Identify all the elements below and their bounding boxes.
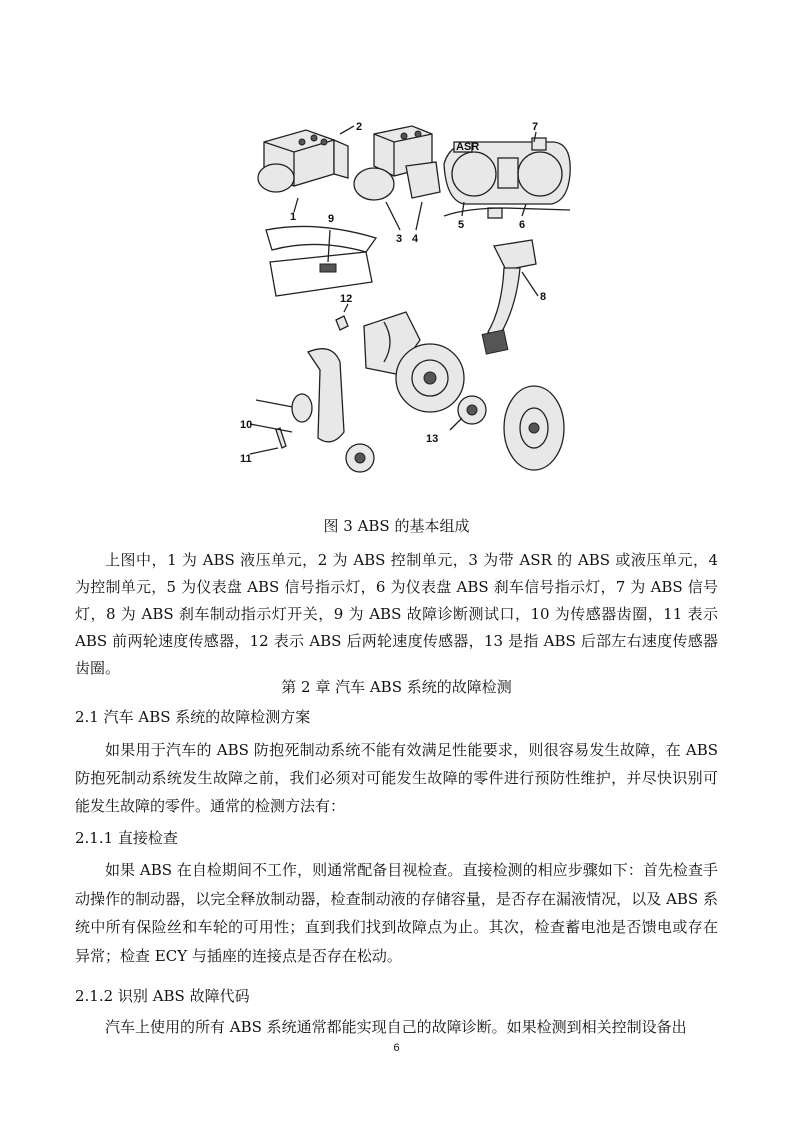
fault-code-paragraph: 汽车上使用的所有 ABS 系统通常都能实现自己的故障诊断。如果检测到相关控制设备出	[105, 1018, 687, 1036]
direct-inspection-paragraph: 如果 ABS 在自检期间不工作，则通常配备目视检查。直接检测的相应步骤如下：首先检查手动操作的制动器，以完全释放制动器，检查制动液的存储容量，是否存在漏液情况，以及 ABS 系统中所有保险丝和车轮的可用性；直到我们找到故障点为止。其次，检查蓄电池是否馈电或存在异常；检查 ECY 与插座的连接点是否存在松动。	[75, 861, 718, 965]
abs-hydraulic-unit-drawing	[258, 126, 354, 212]
front-knuckle-drawing	[250, 349, 374, 472]
chapter-title: 第 2 章 汽车 ABS 系统的故障检测	[281, 678, 512, 696]
abs-asr-unit-drawing	[354, 126, 440, 230]
callout-3: 3	[396, 233, 403, 245]
callout-5: 5	[458, 219, 465, 231]
rear-hub-assembly-drawing	[336, 304, 464, 412]
asr-indicator-label: ASR	[456, 141, 480, 153]
callout-7: 7	[532, 121, 539, 133]
brake-pedal-drawing	[482, 240, 538, 354]
rear-disc-ring-drawing	[450, 386, 564, 470]
callout-2: 2	[356, 121, 363, 133]
abs-components-illustration	[236, 112, 576, 482]
instrument-cluster-drawing	[444, 132, 570, 218]
callout-12: 12	[340, 293, 353, 305]
abs-components-figure	[236, 112, 576, 482]
callout-11: 11	[240, 453, 252, 465]
detection-scheme-paragraph: 如果用于汽车的 ABS 防抱死制动系统不能有效满足性能要求，则很容易发生故障，在 ABS 防抱死制动系统发生故障之前，我们必须对可能发生故障的零件进行预防性维护，并尽快识别可能发生故障的零件。通常的检测方法有：	[75, 741, 718, 815]
section-heading-2-1: 2.1 汽车 ABS 系统的故障检测方案	[75, 708, 311, 726]
callout-13: 13	[426, 433, 439, 445]
callout-8: 8	[540, 291, 547, 303]
page-number: 6	[393, 1042, 400, 1054]
figure-description-paragraph: 上图中，1 为 ABS 液压单元，2 为 ABS 控制单元，3 为带 ASR 的 ABS 或液压单元，4 为控制单元，5 为仪表盘 ABS 信号指示灯，6 为仪表盘 ABS 刹车信号指示灯，7 为 ABS 信号灯，8 为 ABS 刹车制动指示灯开关，9 为 ABS 故障诊断测试口，10 为传感器齿圈，11 表示 ABS 前两轮速度传感器，12 表示 ABS 后两轮速度传感器，13 是指 ABS 后部左右速度传感器齿圈。	[75, 551, 718, 677]
section-heading-2-1-2: 2.1.2 识别 ABS 故障代码	[75, 987, 250, 1005]
callout-9: 9	[328, 213, 335, 225]
callout-6: 6	[519, 219, 526, 231]
section-heading-2-1-1: 2.1.1 直接检查	[75, 829, 178, 847]
callout-4: 4	[412, 233, 419, 245]
diagnostic-port-drawing	[266, 226, 376, 296]
callout-10: 10	[240, 419, 253, 431]
figure-caption: 图 3 ABS 的基本组成	[323, 517, 470, 535]
callout-1: 1	[290, 211, 297, 223]
